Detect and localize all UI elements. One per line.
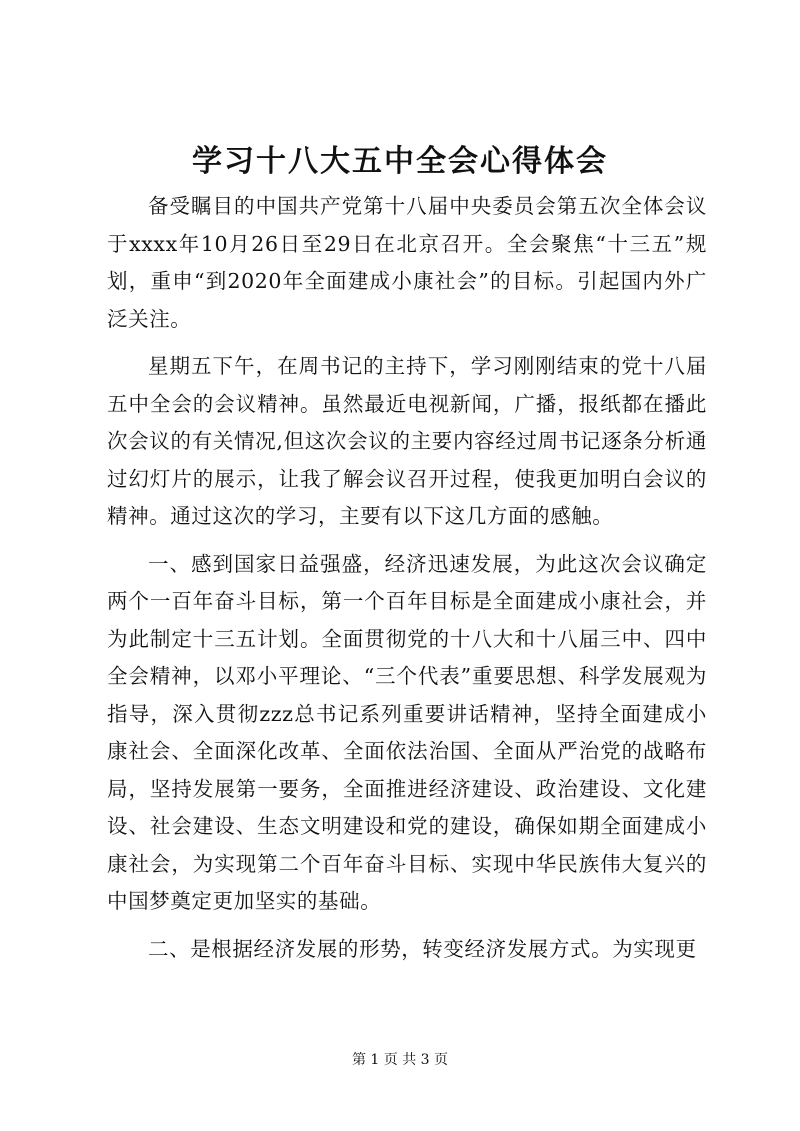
paragraph-2: 星期五下午，在周书记的主持下，学习刚刚结束的党十八届五中全会的会议精神。虽然最近电视新闻，广播，报纸都在播此次会议的有关情况,但这次会议的主要内容经过周书记逐条分析通过幻灯片的展示，让我了解会议召开过程，使我更加明白会议的精神。通过这次的学习，主要有以下这几方面的感触。 [107,354,707,528]
document-title: 学习十八大五中全会心得体会 [192,144,608,179]
paragraph-4: 二、是根据经济发展的形势，转变经济发展方式。为实现更 [148,936,697,961]
paragraph-1: 备受瞩目的中国共产党第十八届中央委员会第五次全体会议于xxxx年10月26日至29日在北京召开。全会聚焦“十三五”规划，重申“到2020年全面建成小康社会”的目标。引起国内外广泛关注。 [107,194,707,331]
document-body [107,188,707,978]
page-number-footer: 第 1 页 共 3 页 [351,1052,449,1068]
paragraph-3: 一、感到国家日益强盛，经济迅速发展，为此这次会议确定两个一百年奋斗目标，第一个百年目标是全面建成小康社会，并为此制定十三五计划。全面贯彻党的十八大和十八届三中、四中全会精神，以邓小平理论、“三个代表”重要思想、科学发展观为指导，深入贯彻zzz总书记系列重要讲话精神，坚持全面建成小康社会、全面深化改革、全面依法治国、全面从严治党的战略布局，坚持发展第一要务，全面推进经济建设、政治建设、文化建设、社会建设、生态文明建设和党的建设，确保如期全面建成小康社会，为实现第二个百年奋斗目标、实现中华民族伟大复兴的中国梦奠定更加坚实的基础。 [107,551,707,913]
